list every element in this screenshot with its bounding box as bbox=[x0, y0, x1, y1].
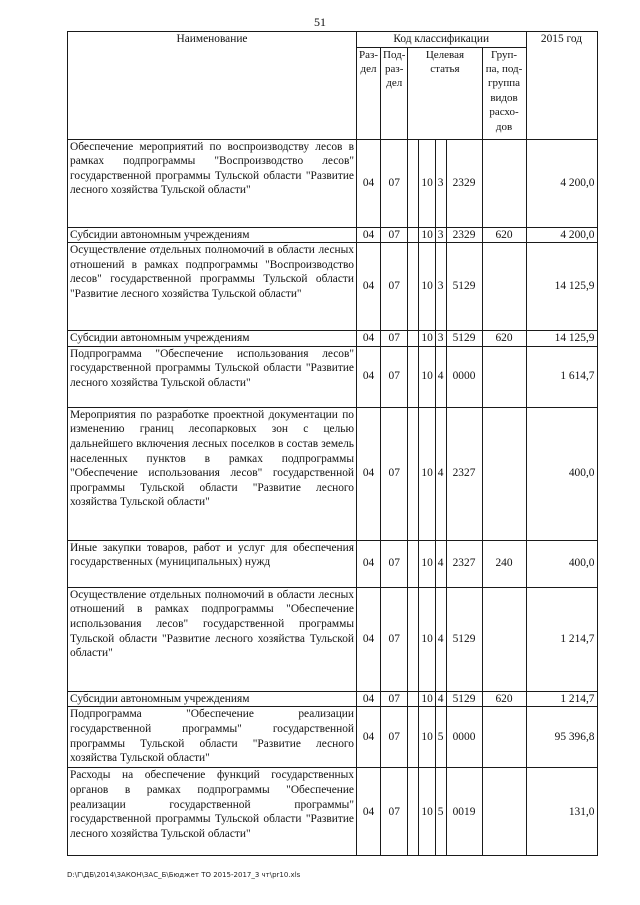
row-razdel: 04 bbox=[357, 331, 381, 347]
row-target-part4: 0019 bbox=[446, 768, 482, 856]
table-row bbox=[68, 407, 598, 540]
row-target-part4: 5129 bbox=[446, 243, 482, 331]
row-expense-group bbox=[482, 587, 526, 691]
row-razdel: 04 bbox=[357, 139, 381, 227]
row-target-part2: 10 bbox=[419, 407, 435, 540]
row-target-part3: 4 bbox=[435, 587, 446, 691]
row-target-part2: 10 bbox=[419, 587, 435, 691]
row-amount: 1 214,7 bbox=[526, 587, 597, 691]
row-razdel: 04 bbox=[357, 227, 381, 243]
row-target-part1 bbox=[408, 139, 419, 227]
row-amount: 1 614,7 bbox=[526, 346, 597, 407]
row-expense-group: 620 bbox=[482, 227, 526, 243]
table-row bbox=[68, 139, 598, 227]
table-row bbox=[68, 691, 598, 707]
row-podrazdel: 07 bbox=[381, 707, 408, 768]
row-expense-group: 620 bbox=[482, 331, 526, 347]
row-target-part3: 5 bbox=[435, 768, 446, 856]
row-target-part4: 2329 bbox=[446, 139, 482, 227]
row-target-part4: 2329 bbox=[446, 227, 482, 243]
row-podrazdel: 07 bbox=[381, 139, 408, 227]
row-target-part2: 10 bbox=[419, 243, 435, 331]
row-podrazdel: 07 bbox=[381, 540, 408, 587]
table-row bbox=[68, 227, 598, 243]
row-name: Осуществление отдельных полномочий в области лесных отношений в рамках подпрограммы "Обеспечение использования лесов" государственной программы Тульской области "Развитие лесного хозяйства Тульской области" bbox=[68, 587, 357, 691]
row-name: Мероприятия по разработке проектной документации по изменению границ лесопарковых зон с целью дальнейшего включения лесных поселков в состав земель населенных пунктов в рамках подпрограммы "Обеспечение использования лесов" государственной программы Тульской области "Развитие лесного хозяйства Тульской области" bbox=[68, 407, 357, 540]
row-target-part3: 4 bbox=[435, 346, 446, 407]
row-amount: 14 125,9 bbox=[526, 243, 597, 331]
row-target-part4: 5129 bbox=[446, 587, 482, 691]
row-target-part1 bbox=[408, 227, 419, 243]
header-group: Груп- па, под- группа видов расхо- дов bbox=[482, 47, 526, 139]
row-razdel: 04 bbox=[357, 540, 381, 587]
row-target-part2: 10 bbox=[419, 768, 435, 856]
row-amount: 1 214,7 bbox=[526, 691, 597, 707]
row-target-part1 bbox=[408, 587, 419, 691]
row-target-part2: 10 bbox=[419, 331, 435, 347]
row-podrazdel: 07 bbox=[381, 243, 408, 331]
table-row bbox=[68, 707, 598, 768]
table-row bbox=[68, 540, 598, 587]
row-expense-group bbox=[482, 707, 526, 768]
row-name: Субсидии автономным учреждениям bbox=[68, 331, 357, 347]
row-name: Осуществление отдельных полномочий в области лесных отношений в рамках подпрограммы "Воспроизводство лесов" государственной программы Тульской области "Развитие лесного хозяйства Тульской области" bbox=[68, 243, 357, 331]
row-amount: 4 200,0 bbox=[526, 139, 597, 227]
row-target-part1 bbox=[408, 346, 419, 407]
row-target-part4: 0000 bbox=[446, 707, 482, 768]
row-target-part3: 4 bbox=[435, 407, 446, 540]
row-target-part4: 0000 bbox=[446, 346, 482, 407]
row-target-part4: 2327 bbox=[446, 540, 482, 587]
row-podrazdel: 07 bbox=[381, 331, 408, 347]
row-razdel: 04 bbox=[357, 768, 381, 856]
header-name: Наименование bbox=[68, 32, 357, 140]
row-target-part3: 3 bbox=[435, 139, 446, 227]
row-target-part2: 10 bbox=[419, 227, 435, 243]
table-row bbox=[68, 768, 598, 856]
row-expense-group bbox=[482, 407, 526, 540]
row-amount: 95 396,8 bbox=[526, 707, 597, 768]
row-name: Обеспечение мероприятий по воспроизводству лесов в рамках подпрограммы "Воспроизводство лесов" государственной программы Тульской области "Развитие лесного хозяйства Тульской области" bbox=[68, 139, 357, 227]
row-target-part2: 10 bbox=[419, 691, 435, 707]
row-name: Расходы на обеспечение функций государственных органов в рамках подпрограммы "Обеспечение реализации государственной программы" государственной программы Тульской области "Развитие лесного хозяйства Тульской области" bbox=[68, 768, 357, 856]
row-target-part4: 5129 bbox=[446, 331, 482, 347]
row-razdel: 04 bbox=[357, 407, 381, 540]
row-podrazdel: 07 bbox=[381, 407, 408, 540]
row-expense-group: 620 bbox=[482, 691, 526, 707]
row-target-part1 bbox=[408, 407, 419, 540]
row-target-part4: 2327 bbox=[446, 407, 482, 540]
row-razdel: 04 bbox=[357, 243, 381, 331]
row-amount: 4 200,0 bbox=[526, 227, 597, 243]
row-podrazdel: 07 bbox=[381, 691, 408, 707]
row-target-part3: 3 bbox=[435, 243, 446, 331]
header-row-top bbox=[68, 32, 598, 48]
row-razdel: 04 bbox=[357, 707, 381, 768]
row-target-part1 bbox=[408, 540, 419, 587]
row-expense-group: 240 bbox=[482, 540, 526, 587]
row-expense-group bbox=[482, 346, 526, 407]
budget-table bbox=[67, 31, 598, 856]
row-target-part1 bbox=[408, 768, 419, 856]
row-target-part3: 4 bbox=[435, 540, 446, 587]
row-podrazdel: 07 bbox=[381, 227, 408, 243]
header-code: Код классификации bbox=[357, 32, 527, 48]
row-name: Иные закупки товаров, работ и услуг для обеспечения государственных (муниципальных) нужд bbox=[68, 540, 357, 587]
row-target-part1 bbox=[408, 243, 419, 331]
row-razdel: 04 bbox=[357, 587, 381, 691]
row-amount: 131,0 bbox=[526, 768, 597, 856]
row-target-part3: 3 bbox=[435, 227, 446, 243]
row-podrazdel: 07 bbox=[381, 346, 408, 407]
row-target-part4: 5129 bbox=[446, 691, 482, 707]
row-target-part1 bbox=[408, 707, 419, 768]
header-razdel: Раз- дел bbox=[357, 47, 381, 139]
row-name: Подпрограмма "Обеспечение реализации государственной программы" государственной программы Тульской области "Развитие лесного хозяйства Тульской области" bbox=[68, 707, 357, 768]
row-name: Субсидии автономным учреждениям bbox=[68, 691, 357, 707]
row-expense-group bbox=[482, 768, 526, 856]
row-amount: 14 125,9 bbox=[526, 331, 597, 347]
header-target: Целевая статья bbox=[408, 47, 482, 139]
row-target-part2: 10 bbox=[419, 346, 435, 407]
row-target-part2: 10 bbox=[419, 540, 435, 587]
row-podrazdel: 07 bbox=[381, 587, 408, 691]
row-target-part2: 10 bbox=[419, 139, 435, 227]
row-name: Подпрограмма "Обеспечение использования лесов" государственной программы Тульской области "Развитие лесного хозяйства Тульской области" bbox=[68, 346, 357, 407]
row-expense-group bbox=[482, 139, 526, 227]
table-row bbox=[68, 346, 598, 407]
page-number: 51 bbox=[314, 15, 326, 29]
table-row bbox=[68, 243, 598, 331]
row-amount: 400,0 bbox=[526, 540, 597, 587]
row-amount: 400,0 bbox=[526, 407, 597, 540]
file-path-footer: D:\Г\ДБ\2014\ЗАКОН\ЗАС_Б\Бюджет ТО 2015-2017_3 чт\pr10.xls bbox=[67, 871, 301, 879]
row-target-part3: 5 bbox=[435, 707, 446, 768]
row-target-part1 bbox=[408, 691, 419, 707]
row-razdel: 04 bbox=[357, 346, 381, 407]
header-year: 2015 год bbox=[526, 32, 597, 140]
row-razdel: 04 bbox=[357, 691, 381, 707]
table-row bbox=[68, 331, 598, 347]
row-name: Субсидии автономным учреждениям bbox=[68, 227, 357, 243]
header-podrazdel: Под- раз- дел bbox=[381, 47, 408, 139]
row-target-part1 bbox=[408, 331, 419, 347]
table-row bbox=[68, 587, 598, 691]
row-expense-group bbox=[482, 243, 526, 331]
row-target-part3: 3 bbox=[435, 331, 446, 347]
row-target-part3: 4 bbox=[435, 691, 446, 707]
row-target-part2: 10 bbox=[419, 707, 435, 768]
row-podrazdel: 07 bbox=[381, 768, 408, 856]
